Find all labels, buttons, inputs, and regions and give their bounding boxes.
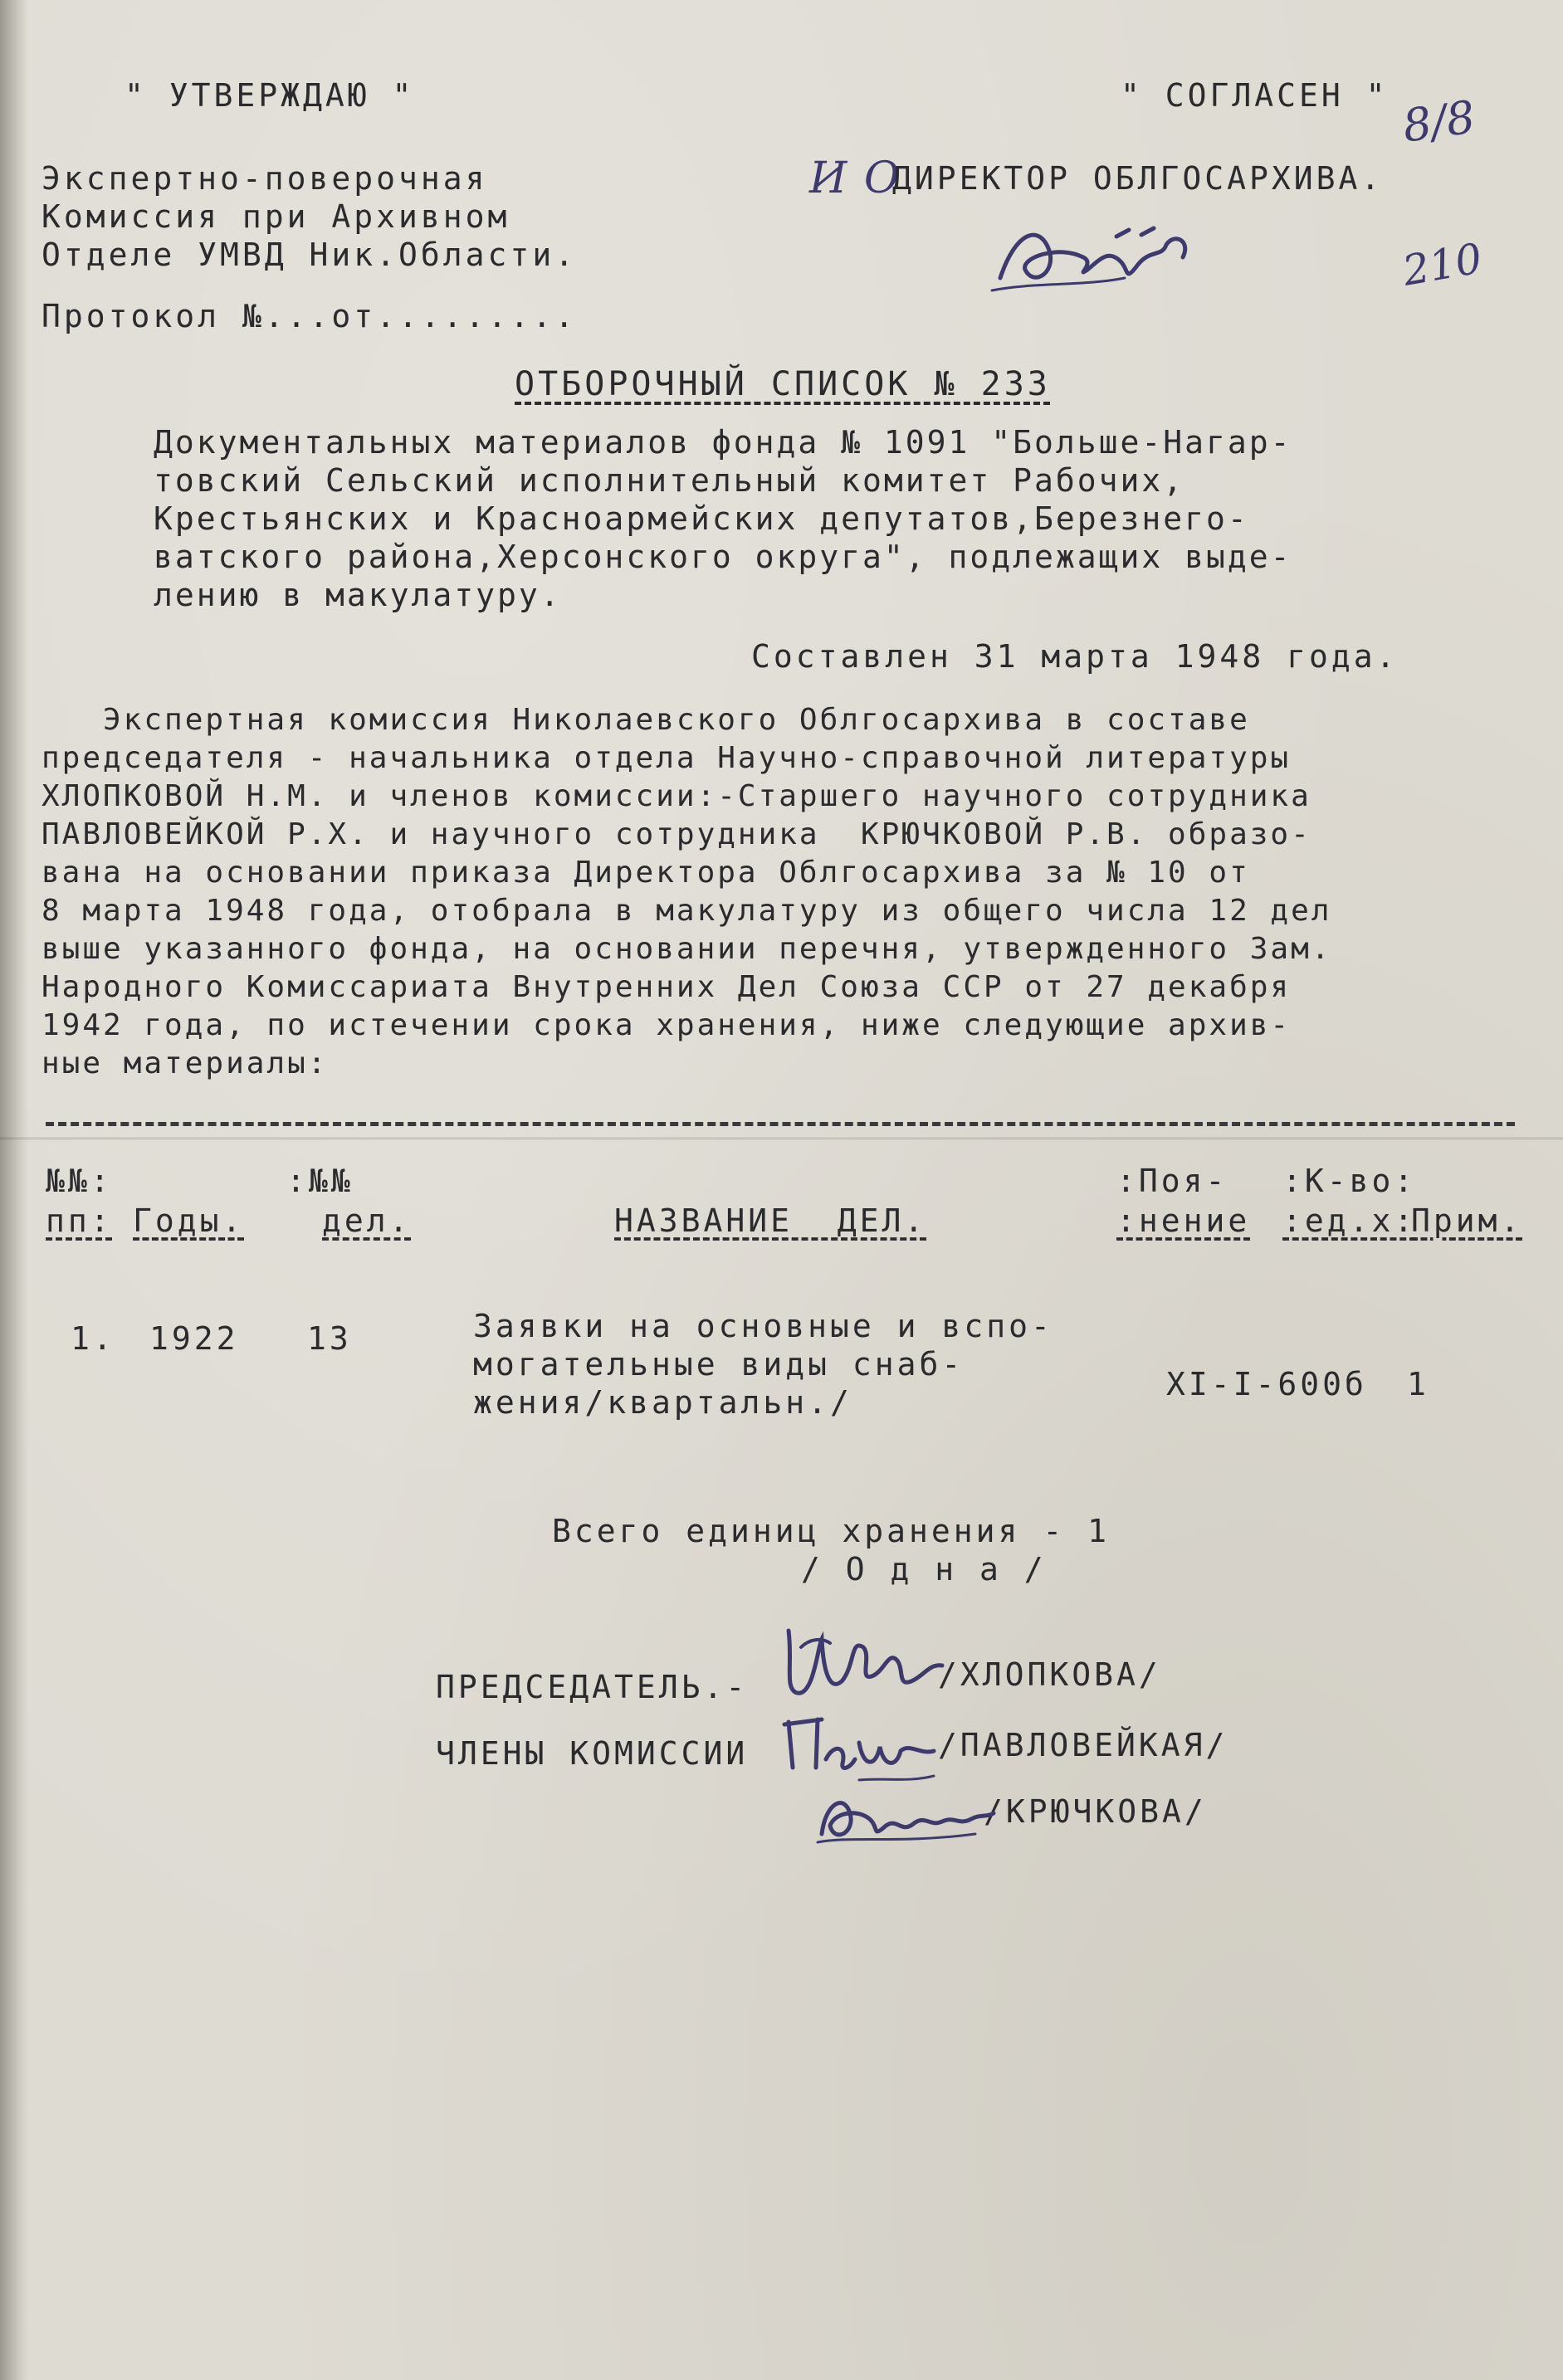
approve-line-2: Комиссия при Архивном xyxy=(42,198,510,235)
col-name-header: НАЗВАНИЕ ДЕЛ. xyxy=(614,1202,927,1239)
intro-line-5: лению в макулатуру. xyxy=(154,577,562,613)
row-1-year: 1922 xyxy=(149,1320,239,1357)
corner-mark-1: 8/8 xyxy=(1399,90,1478,153)
chairman-name: /ХЛОПКОВА/ xyxy=(938,1656,1161,1693)
col-year-header: Годы. xyxy=(133,1202,245,1239)
total-units-words: / О д н а / xyxy=(801,1551,1047,1587)
intro-line-1: Документальных материалов фонда № 1091 "Больше-Нагар- xyxy=(154,424,1292,461)
total-units: Всего единиц хранения - 1 xyxy=(552,1513,1110,1549)
row-1-file-number: 13 xyxy=(307,1320,352,1357)
intro-line-2: товский Сельский исполнительный комитет Рабочих, xyxy=(154,462,1185,499)
approve-line-1: Экспертно-поверочная xyxy=(42,160,488,197)
director-signature xyxy=(984,212,1233,303)
member-2-name: /КРЮЧКОВА/ xyxy=(984,1793,1207,1830)
agree-line: ДИРЕКТОР ОБЛГОСАРХИВА. xyxy=(892,160,1384,197)
row-1-name-line-2: могательные виды снаб- xyxy=(473,1346,965,1383)
page-edge-shadow xyxy=(0,0,28,2380)
row-1-number: 1. xyxy=(71,1320,115,1357)
chairman-signature xyxy=(772,1614,955,1722)
corner-mark-2: 210 xyxy=(1399,234,1486,295)
intro-line-4: ватского района,Херсонского округа", подлежащих выде- xyxy=(154,539,1292,575)
body-line-5: вана на основании приказа Директора Облгосархива за № 10 от xyxy=(42,856,1250,890)
agree-title: " СОГЛАСЕН " xyxy=(1121,77,1389,114)
members-label: ЧЛЕНЫ КОМИССИИ xyxy=(436,1735,749,1772)
paper-fold xyxy=(0,1137,1563,1140)
table-top-rule xyxy=(46,1122,1515,1126)
body-line-1: Экспертная комиссия Николаевского Облгосархива в составе xyxy=(42,703,1250,737)
body-line-8: Народного Комиссариата Внутренних Дел Союза ССР от 27 декабря xyxy=(42,970,1292,1004)
body-line-10: ные материалы: xyxy=(42,1046,329,1080)
body-line-9: 1942 года, по истечении срока хранения, ниже следующие архив- xyxy=(42,1008,1292,1042)
col-note-header-1: :Поя- xyxy=(1116,1163,1228,1199)
row-1-name-line-1: Заявки на основные и вспо- xyxy=(473,1308,1053,1344)
row-1-name-line-3: жения/квартальн./ xyxy=(473,1384,852,1421)
member-1-name: /ПАВЛОВЕЙКАЯ/ xyxy=(938,1727,1228,1763)
body-line-3: ХЛОПКОВОЙ Н.М. и членов комиссии:-Старшего научного сотрудника xyxy=(42,779,1311,813)
body-line-4: ПАВЛОВЕЙКОЙ Р.Х. и научного сотрудника КРЮЧКОВОЙ Р.В. образо- xyxy=(42,817,1311,851)
col-nn-header-1: №№: xyxy=(46,1163,113,1199)
col-delo-header-1: :№№ xyxy=(286,1163,354,1199)
member-2-signature xyxy=(809,1776,1000,1859)
body-line-6: 8 марта 1948 года, отобрала в макулатуру из общего числа 12 дел xyxy=(42,894,1332,928)
document-title: ОТБОРОЧНЫЙ СПИСОК № 233 xyxy=(515,365,1051,403)
body-line-7: выше указанного фонда, на основании перечня, утвержденного Зам. xyxy=(42,932,1332,966)
approve-line-3: Отделе УМВД Ник.Области. xyxy=(42,237,578,273)
col-delo-header-2: дел. xyxy=(322,1202,412,1239)
chairman-label: ПРЕДСЕДАТЕЛЬ.- xyxy=(436,1669,749,1705)
protocol-line: Протокол №...от......... xyxy=(42,298,578,334)
compiled-date: Составлен 31 марта 1948 года. xyxy=(751,638,1399,675)
row-1-note: XI-I-600б xyxy=(1166,1366,1367,1402)
col-nn-header-2: пп: xyxy=(46,1202,113,1239)
intro-line-3: Крестьянских и Красноармейских депутатов,Березнего- xyxy=(154,500,1249,537)
row-1-quantity: 1 xyxy=(1407,1366,1429,1402)
approve-title: " УТВЕРЖДАЮ " xyxy=(125,77,415,114)
col-note-header-2: :нение xyxy=(1116,1202,1251,1239)
col-qty-header-2: :ед.х: xyxy=(1282,1202,1417,1239)
body-line-2: председателя - начальника отдела Научно-справочной литературы xyxy=(42,741,1292,775)
col-remark-header: Прим. xyxy=(1411,1202,1523,1239)
col-qty-header-1: :К-во: xyxy=(1282,1163,1417,1199)
acting-handwritten-prefix: И О xyxy=(809,154,901,203)
